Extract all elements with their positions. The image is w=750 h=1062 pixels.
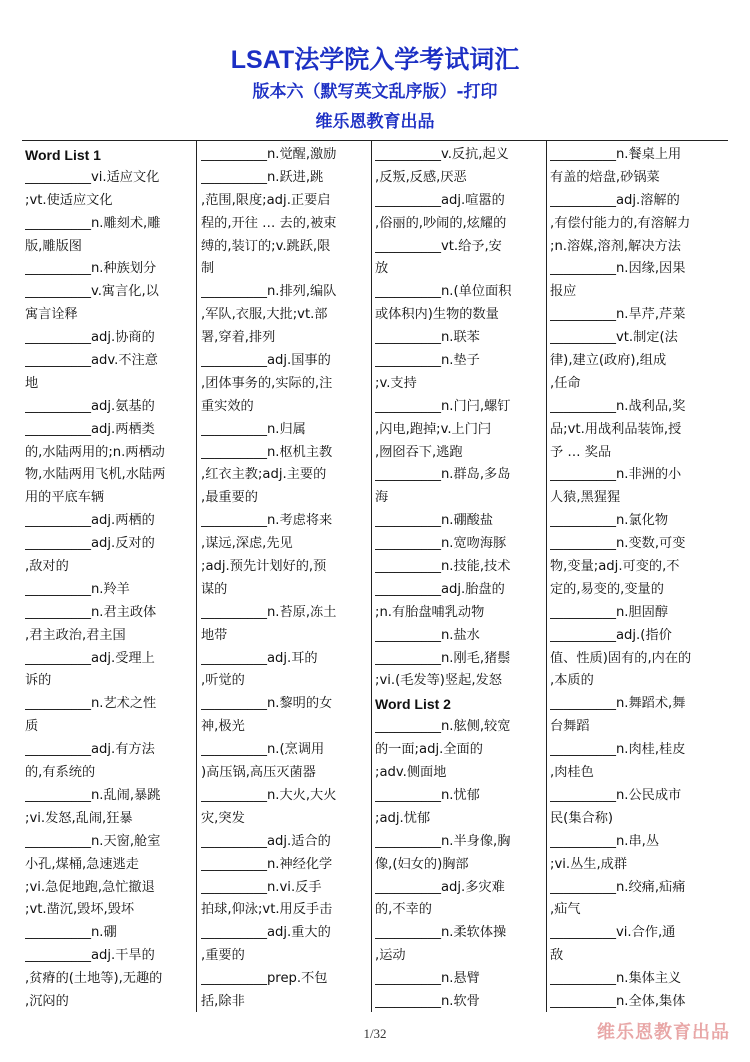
vocab-line: 物,水陆两用飞机,水陆两 xyxy=(25,467,166,483)
vocab-line: 民(集合称) xyxy=(550,810,614,826)
vocab-line: __________n.舞蹈术,舞 xyxy=(550,696,686,712)
vocab-line: )高压锅,高压灭菌器 xyxy=(201,765,316,781)
vocab-line: __________n.跃进,跳 xyxy=(201,169,324,185)
vocab-line: ,俗丽的,吵闹的,炫耀的 xyxy=(375,215,507,231)
header-rule xyxy=(22,140,728,141)
vocab-line: __________n.悬臂 xyxy=(375,971,480,987)
vocab-line: ,重要的 xyxy=(201,948,245,964)
vocab-line: ,红衣主教;adj.主要的 xyxy=(201,467,327,483)
vocab-line: __________n.(烹调用 xyxy=(201,742,325,758)
vocab-line: __________n.觉醒,激励 xyxy=(201,147,337,162)
vocab-line: __________n.天窗,舱室 xyxy=(25,833,161,849)
vocab-line: __________n.考虑将来 xyxy=(201,513,333,529)
page-number: 1/32 xyxy=(363,1026,387,1041)
vocab-line: __________adj.(指价 xyxy=(550,627,672,643)
vocab-line: ;n.有胎盘哺乳动物 xyxy=(375,604,485,620)
vocab-line: 版,雕版图 xyxy=(25,238,82,254)
vocab-line: ;vi.(毛发等)竖起,发怒 xyxy=(375,673,502,689)
column-divider xyxy=(196,140,197,1012)
vocab-line: 的,不幸的 xyxy=(375,902,432,918)
vocab-line: 重实效的 xyxy=(201,398,254,414)
vocab-line: __________adj.两栖类 xyxy=(25,421,155,437)
column-divider xyxy=(371,140,372,1012)
vocab-line: 有盖的焙盘,砂锅菜 xyxy=(550,169,660,185)
vocab-line: ;vi.丛生,成群 xyxy=(550,856,628,872)
vocab-line: __________n.群岛,多岛 xyxy=(375,467,511,483)
column-divider xyxy=(546,140,547,1012)
document-title: LSAT法学院入学考试词汇 xyxy=(230,46,520,74)
vocab-line: 灾,突发 xyxy=(201,810,245,826)
vocab-line: __________n.归属 xyxy=(201,421,306,437)
vocab-line: ;n.溶媒,溶剂,解决方法 xyxy=(550,238,681,254)
vocab-line: __________n.因缘,因果 xyxy=(550,261,686,277)
vocab-line: __________n.胆固醇 xyxy=(550,604,669,620)
vocab-line: __________n.氯化物 xyxy=(550,513,669,529)
vocab-line: ,任命 xyxy=(550,375,581,391)
document-subtitle: 版本六（默写英文乱序版）-打印 xyxy=(252,82,498,102)
vocab-line: ;vi.发怒,乱闹,狂暴 xyxy=(25,810,133,826)
vocab-line: ,范围,限度;adj.正要启 xyxy=(201,192,331,208)
vocab-line: ,反叛,反感,厌恶 xyxy=(375,169,467,185)
vocab-line: __________v.反抗,起义 xyxy=(375,147,509,162)
vocab-line: __________adj.干旱的 xyxy=(25,948,155,964)
vocab-line: __________n.变数,可变 xyxy=(550,536,686,552)
vocab-line: __________n.神经化学 xyxy=(201,856,333,872)
vocab-line: 程的,开往 … 去的,被束 xyxy=(201,215,337,231)
vocab-line: ,谋远,深虑,先见 xyxy=(201,536,293,552)
vocab-line: 放 xyxy=(375,261,389,277)
vocab-line: 像,(妇女的)胸部 xyxy=(375,856,469,872)
vocab-line: __________n.串,丛 xyxy=(550,833,660,849)
vocab-line: 报应 xyxy=(550,284,577,300)
vocab-line: ,囫囵吞下,逃跑 xyxy=(375,444,463,460)
vocab-line: ;vt.凿沉,毁坏,毁坏 xyxy=(25,902,135,918)
vocab-line: 小孔,煤桶,急速逃走 xyxy=(25,856,139,872)
vocab-line: __________adv.不注意 xyxy=(25,353,158,369)
vocab-line: __________adj.多灾难 xyxy=(375,879,505,895)
vocab-line: __________n.黎明的女 xyxy=(201,696,333,712)
vocab-line: __________adj.重大的 xyxy=(201,925,331,941)
vocab-line: __________n.艺术之性 xyxy=(25,696,157,712)
vocab-line: __________adj.耳的 xyxy=(201,650,318,666)
vocab-line: __________n.集体主义 xyxy=(550,971,682,987)
vocab-line: ,贫瘠的(土地等),无趣的 xyxy=(25,971,163,987)
vocab-line: 或体积内)生物的数量 xyxy=(375,307,499,323)
vocab-line: __________n.柔软体操 xyxy=(375,925,507,941)
vocab-line: __________adj.溶解的 xyxy=(550,192,680,208)
vocab-line: __________n.舷侧,较宽 xyxy=(375,719,511,735)
vocab-column-4 xyxy=(550,144,720,1014)
vocab-column-3 xyxy=(375,144,545,1014)
vocab-line: 的,有系统的 xyxy=(25,765,96,781)
vocab-line: ,最重要的 xyxy=(201,490,258,506)
vocab-line: __________adj.协商的 xyxy=(25,330,155,346)
vocab-line: __________vi.适应文化 xyxy=(25,169,160,185)
watermark-logo: 维乐恩教育出品 xyxy=(597,1022,730,1043)
vocab-line: __________n.vi.反手 xyxy=(201,879,322,895)
vocab-line: __________n.垫子 xyxy=(375,353,480,369)
vocab-line: 的,水陆两用的;n.两栖动 xyxy=(25,444,165,460)
vocab-column-2 xyxy=(201,144,371,1014)
vocab-line: __________v.寓言化,以 xyxy=(25,284,159,300)
vocab-line: 值、性质)固有的,内在的 xyxy=(550,650,692,666)
vocab-line: ,本质的 xyxy=(550,673,594,689)
vocab-line: ,疝气 xyxy=(550,902,581,918)
vocab-line: __________n.盐水 xyxy=(375,627,480,643)
vocab-line: __________n.半身像,胸 xyxy=(375,833,511,849)
vocab-line: __________n.肉桂,桂皮 xyxy=(550,742,686,758)
vocab-line: __________n.乱闹,暴跳 xyxy=(25,787,161,803)
vocab-line: 寓言诠释 xyxy=(25,307,78,323)
word-list-heading: Word List 1 xyxy=(25,147,101,163)
vocab-line: ;adj.忧郁 xyxy=(375,810,431,826)
vocab-line: __________n.忧郁 xyxy=(375,787,480,803)
vocab-line: 诉的 xyxy=(25,673,52,689)
vocab-line: __________vt.给予,安 xyxy=(375,238,502,254)
vocab-line: __________n.非洲的小 xyxy=(550,467,682,483)
vocab-line: 谋的 xyxy=(201,581,228,597)
vocab-line: __________n.硼 xyxy=(25,925,117,941)
vocab-line: 海 xyxy=(375,490,389,506)
vocab-line: __________n.雕刻术,雕 xyxy=(25,215,161,231)
vocab-line: 署,穿着,排列 xyxy=(201,330,276,346)
vocab-line: 地 xyxy=(25,375,39,391)
vocab-line: 制 xyxy=(201,261,215,277)
vocab-line: 品;vt.用战利品装饰,授 xyxy=(550,421,682,437)
vocab-line: __________adj.受理上 xyxy=(25,650,155,666)
vocab-line: __________n.餐桌上用 xyxy=(550,147,682,162)
vocab-line: __________n.旱芹,芹菜 xyxy=(550,307,686,323)
vocab-line: __________adj.反对的 xyxy=(25,536,155,552)
vocab-line: __________n.门闩,螺钉 xyxy=(375,398,511,414)
vocab-line: 质 xyxy=(25,719,39,735)
vocab-line: 定的,易变的,变量的 xyxy=(550,581,664,597)
vocab-line: __________n.苔原,冻土 xyxy=(201,604,337,620)
vocab-line: ,听觉的 xyxy=(201,673,245,689)
publisher-line: 维乐恩教育出品 xyxy=(315,112,435,132)
vocab-line: ,运动 xyxy=(375,948,406,964)
vocab-line: __________adj.胎盘的 xyxy=(375,581,505,597)
vocab-line: ,军队,衣服,大批;vt.部 xyxy=(201,307,328,323)
vocab-line: __________adj.有方法 xyxy=(25,742,155,758)
vocab-line: __________adj.氨基的 xyxy=(25,398,155,414)
vocab-line: 括,除非 xyxy=(201,993,245,1009)
vocab-column-1 xyxy=(25,144,195,1014)
vocab-line: 的一面;adj.全面的 xyxy=(375,742,483,758)
vocab-line: __________n.联苯 xyxy=(375,330,480,346)
vocab-line: __________n.刚毛,猪鬃 xyxy=(375,650,511,666)
vocab-line: ;vi.急促地跑,急忙撤退 xyxy=(25,879,155,895)
vocab-line: 台舞蹈 xyxy=(550,719,590,735)
vocab-line: ;adv.侧面地 xyxy=(375,765,447,781)
vocab-line: __________n.硼酸盐 xyxy=(375,513,494,529)
vocab-line: __________n.战利品,奖 xyxy=(550,398,686,414)
vocab-line: 拍球,仰泳;vt.用反手击 xyxy=(201,902,333,918)
vocab-line: __________n.排列,编队 xyxy=(201,284,337,300)
vocab-line: __________n.羚羊 xyxy=(25,581,130,597)
vocab-line: ;adj.预先计划好的,预 xyxy=(201,559,327,575)
vocab-line: __________n.技能,技术 xyxy=(375,559,511,575)
vocab-line: __________n.大火,大火 xyxy=(201,787,337,803)
vocab-line: __________vt.制定(法 xyxy=(550,330,678,346)
vocab-line: __________adj.两栖的 xyxy=(25,513,155,529)
vocab-line: 地带 xyxy=(201,627,228,643)
vocab-line: __________adj.喧嚣的 xyxy=(375,192,505,208)
vocab-line: __________vi.合作,通 xyxy=(550,925,676,941)
vocab-line: ;v.支持 xyxy=(375,375,417,391)
vocab-line: ,有偿付能力的,有溶解力 xyxy=(550,215,691,231)
vocab-line: __________n.君主政体 xyxy=(25,604,157,620)
vocab-line: ,君主政治,君主国 xyxy=(25,627,126,643)
vocab-line: 神,极光 xyxy=(201,719,245,735)
vocab-line: ,肉桂色 xyxy=(550,765,594,781)
vocab-line: 敌 xyxy=(550,948,564,964)
vocab-line: __________n.全体,集体 xyxy=(550,993,686,1009)
vocab-line: 物,变量;adj.可变的,不 xyxy=(550,559,680,575)
vocab-line: __________n.种族划分 xyxy=(25,261,157,277)
vocab-line: __________adj.适合的 xyxy=(201,833,331,849)
vocab-line: ,闪电,跑掉;v.上门闩 xyxy=(375,421,492,437)
vocab-line: __________adj.国事的 xyxy=(201,353,331,369)
vocab-line: __________n.枢机主教 xyxy=(201,444,333,460)
vocab-line: 人猿,黑猩猩 xyxy=(550,490,621,506)
vocab-line: __________n.公民成市 xyxy=(550,787,682,803)
word-list-heading: Word List 2 xyxy=(375,696,451,713)
vocab-line: __________n.宽吻海豚 xyxy=(375,536,507,552)
vocab-line: __________n.(单位面积 xyxy=(375,284,512,300)
vocab-line: __________prep.不包 xyxy=(201,971,328,987)
vocab-line: 予 … 奖品 xyxy=(550,444,612,460)
vocab-line: ,沉闷的 xyxy=(25,993,69,1009)
vocab-line: 缚的,装订的;v.跳跃,限 xyxy=(201,238,331,254)
vocab-line: __________n.绞痛,疝痛 xyxy=(550,879,686,895)
vocab-line: __________n.软骨 xyxy=(375,993,480,1009)
vocab-line: 用的平底车辆 xyxy=(25,490,105,506)
vocab-line: 律),建立(政府),组成 xyxy=(550,353,667,369)
vocab-line: ,团体事务的,实际的,注 xyxy=(201,375,333,391)
vocab-line: ,敌对的 xyxy=(25,559,69,575)
vocab-line: ;vt.使适应文化 xyxy=(25,192,113,208)
